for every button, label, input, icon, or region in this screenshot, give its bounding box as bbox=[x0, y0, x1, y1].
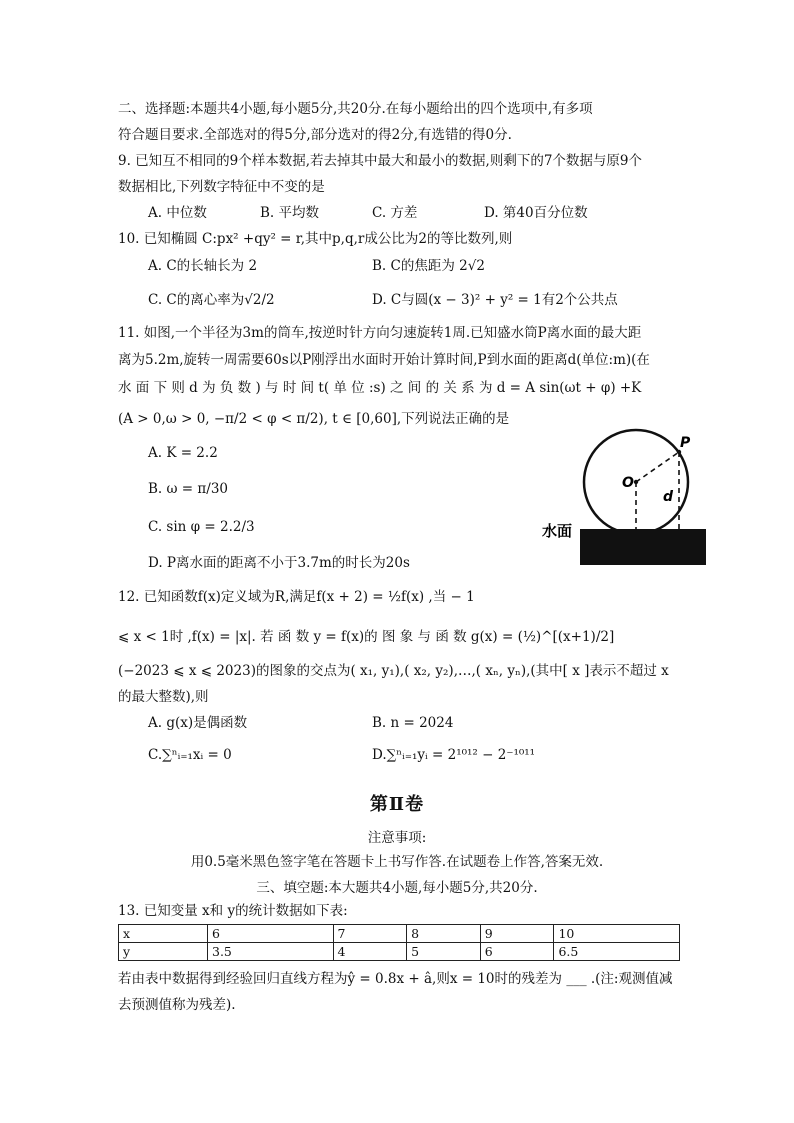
q9-line1: 9. 已知互不相同的9个样本数据,若去掉其中最大和最小的数据,则剩下的7个数据与原9个 bbox=[118, 153, 643, 169]
q11-line1: 11. 如图,一个半径为3m的筒车,按逆时针方向匀速旋转1周.已知盛水筒P离水面的最大距 bbox=[118, 325, 642, 341]
q12-option-b: B. n = 2024 bbox=[372, 715, 454, 731]
q9-option-c: C. 方差 bbox=[372, 205, 418, 221]
table-cell: 6 bbox=[480, 943, 554, 961]
q9-line2: 数据相比,下列数字特征中不变的是 bbox=[118, 179, 325, 195]
table-cell: 10 bbox=[554, 925, 680, 943]
q12-line3: (−2023 ⩽ x ⩽ 2023)的图象的交点为( x₁, y₁),( x₂, y₂),…,( xₙ, yₙ),(其中[ x ]表示不超过 x bbox=[118, 663, 669, 679]
q9-option-a: A. 中位数 bbox=[148, 205, 207, 221]
label-water: 水面 bbox=[542, 522, 573, 540]
q13-line1: 若由表中数据得到经验回归直线方程为ŷ = 0.8x + â,则x = 10时的残差为 ___ .(注:观测值减 bbox=[118, 971, 673, 987]
q13-data-table bbox=[118, 924, 680, 961]
table-cell: 9 bbox=[480, 925, 554, 943]
label-d: d bbox=[663, 489, 674, 505]
table-row bbox=[119, 943, 680, 961]
q9-option-d: D. 第40百分位数 bbox=[484, 205, 588, 221]
q11-line4: (A > 0,ω > 0, −π/2 < φ < π/2), t ∈ [0,60],下列说法正确的是 bbox=[118, 411, 510, 427]
table-cell: 6 bbox=[208, 925, 334, 943]
table-cell: 4 bbox=[333, 943, 407, 961]
waterwheel-diagram bbox=[528, 425, 708, 575]
label-o: O bbox=[622, 475, 634, 491]
q13-stem: 13. 已知变量 x和 y的统计数据如下表: bbox=[118, 903, 348, 919]
notice-heading: 注意事项: bbox=[367, 830, 427, 846]
q12-line4: 的最大整数),则 bbox=[118, 689, 209, 705]
q12-option-d: D.∑ⁿᵢ₌₁yᵢ = 2¹⁰¹² − 2⁻¹⁰¹¹ bbox=[372, 747, 536, 763]
section3-heading: 三、填空题:本大题共4小题,每小题5分,共20分. bbox=[256, 880, 538, 896]
table-cell: 8 bbox=[407, 925, 481, 943]
q11-line2: 离为5.2m,旋转一周需要60s以P刚浮出水面时开始计算时间,P到水面的距离d(单位:m)(在 bbox=[118, 352, 650, 368]
table-row bbox=[119, 925, 680, 943]
q12-line1: 12. 已知函数f(x)定义域为R,满足f(x + 2) = ½f(x) ,当 − 1 bbox=[118, 589, 475, 605]
q12-option-c: C.∑ⁿᵢ₌₁xᵢ = 0 bbox=[148, 747, 232, 763]
table-cell: y bbox=[119, 943, 208, 961]
q11-line3: 水 面 下 则 d 为 负 数 ) 与 时 间 t( 单 位 :s) 之 间 的 关 系 为 d = A sin(ωt + φ) +K bbox=[118, 380, 642, 396]
section2-intro-line1: 二、选择题:本题共4小题,每小题5分,共20分.在每小题给出的四个选项中,有多项 bbox=[118, 101, 593, 117]
label-p: P bbox=[680, 435, 691, 451]
table-cell: x bbox=[119, 925, 208, 943]
radius-line bbox=[636, 452, 679, 482]
q9-option-b: B. 平均数 bbox=[260, 205, 320, 221]
table-cell: 7 bbox=[333, 925, 407, 943]
waterwheel-figure bbox=[528, 425, 708, 575]
part2-title: 第Ⅱ卷 bbox=[369, 794, 425, 815]
q10-stem: 10. 已知椭圆 C:px² +qy² = r,其中p,q,r成公比为2的等比数列,则 bbox=[118, 231, 513, 247]
table-cell: 3.5 bbox=[208, 943, 334, 961]
q11-option-c: C. sin φ = 2.2/3 bbox=[148, 519, 255, 535]
water-block bbox=[580, 529, 706, 565]
q10-option-d: D. C与圆(x − 3)² + y² = 1有2个公共点 bbox=[372, 292, 618, 308]
q10-option-c: C. C的离心率为√2/2 bbox=[148, 292, 275, 308]
q10-option-a: A. C的长轴长为 2 bbox=[148, 258, 258, 274]
notice-instruction: 用0.5毫米黑色签字笔在答题卡上书写作答.在试题卷上作答,答案无效. bbox=[190, 854, 604, 870]
q12-option-a: A. g(x)是偶函数 bbox=[148, 715, 248, 731]
table-cell: 6.5 bbox=[554, 943, 680, 961]
q11-option-b: B. ω = π/30 bbox=[148, 481, 229, 497]
q11-option-a: A. K = 2.2 bbox=[148, 445, 218, 461]
q11-option-d: D. P离水面的距离不小于3.7m的时长为20s bbox=[148, 555, 410, 571]
q12-line2: ⩽ x < 1时 ,f(x) = |x|. 若 函 数 y = f(x)的 图 象 与 函 数 g(x) = (½)^[(x+1)/2] bbox=[118, 629, 615, 645]
q10-option-b: B. C的焦距为 2√2 bbox=[372, 258, 485, 274]
q13-line2: 去预测值称为残差). bbox=[118, 997, 236, 1013]
table-cell: 5 bbox=[407, 943, 481, 961]
section2-intro-line2: 符合题目要求.全部选对的得5分,部分选对的得2分,有选错的得0分. bbox=[118, 127, 512, 143]
